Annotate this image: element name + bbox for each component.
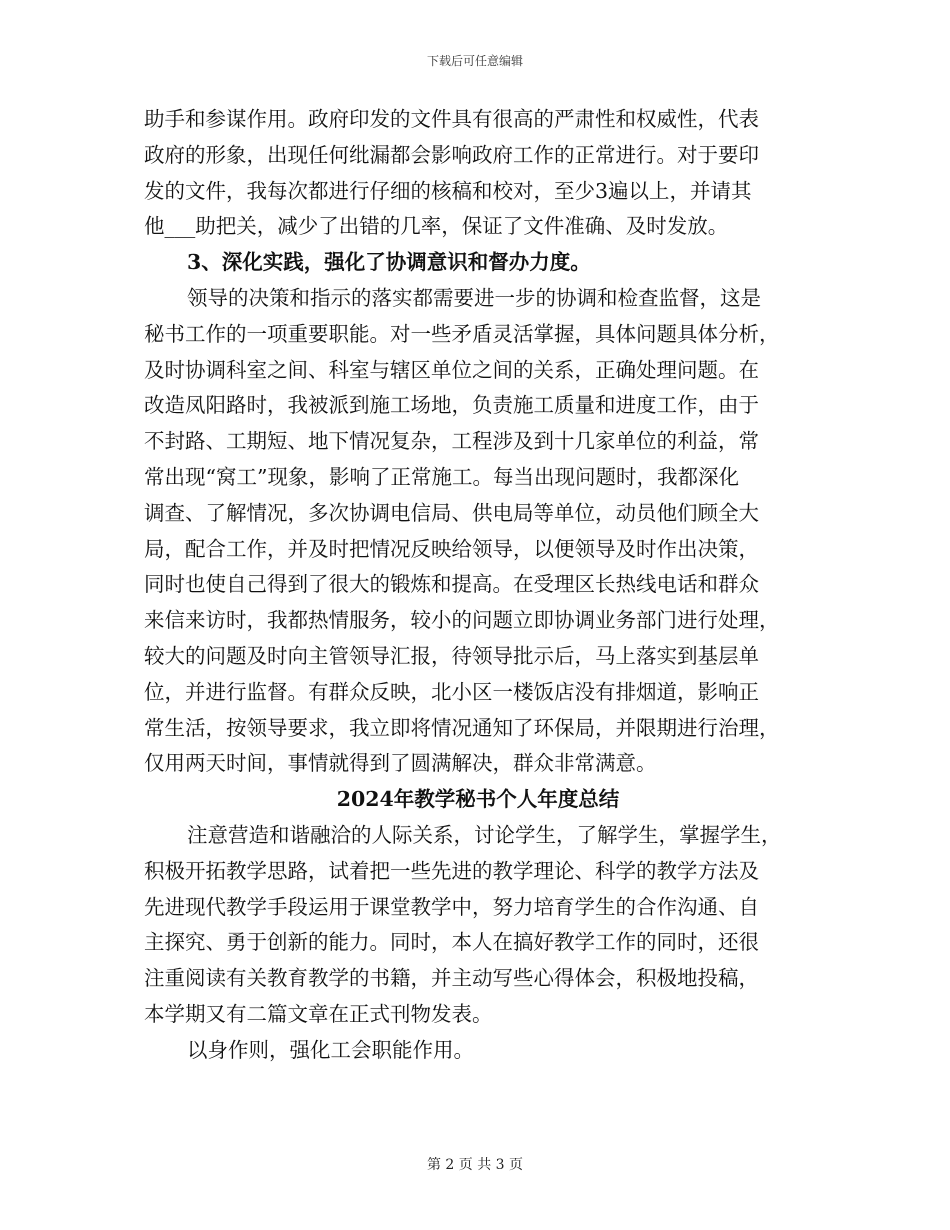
body-line: 仅用两天时间，事情就得到了圆满解决，群众非常满意。	[144, 751, 657, 776]
body-line: 政府的形象，出现任何纰漏都会影响政府工作的正常进行。对于要印	[144, 142, 759, 167]
body-line: 位，并进行监督。有群众反映，北小区一楼饭店没有排烟道，影响正	[144, 679, 759, 704]
body-line: 来信来访时，我都热情服务，较小的问题立即协调业务部门进行处理，	[144, 608, 780, 633]
body-line: 常生活，按领导要求，我立即将情况通知了环保局，并限期进行治理，	[144, 715, 780, 740]
body-line: 同时也使自己得到了很大的锻炼和提高。在受理区长热线电话和群众	[144, 572, 759, 597]
body-line: 本学期又有二篇文章在正式刊物发表。	[144, 1001, 493, 1026]
paragraph-first-line: 以身作则，强化工会职能作用。	[187, 1037, 474, 1062]
body-line: 局，配合工作，并及时把情况反映给领导，以便领导及时作出决策，	[144, 536, 759, 561]
body-line: 常出现“窝工”现象，影响了正常施工。每当出现问题时，我都深化	[144, 464, 739, 489]
body-line: 较大的问题及时向主管领导汇报，待领导批示后，马上落实到基层单	[144, 643, 759, 668]
body-line: 改造凤阳路时，我被派到施工场地，负责施工质量和进度工作，由于	[144, 393, 759, 418]
section-heading: 3、深化实践，强化了协调意识和督办力度。	[187, 250, 591, 275]
body-line: 积极开拓教学思路，试着把一些先进的教学理论、科学的教学方法及	[144, 858, 759, 883]
body-line: 不封路、工期短、地下情况复杂，工程涉及到十几家单位的利益，常	[144, 429, 759, 454]
body-line: 他___助把关，减少了出错的几率，保证了文件准确、及时发放。	[144, 214, 729, 239]
paragraph-first-line: 领导的决策和指示的落实都需要进一步的协调和检查监督，这是	[187, 285, 761, 310]
page-number: 第 2 页 共 3 页	[426, 1157, 524, 1173]
body-line: 调查、了解情况，多次协调电信局、供电局等单位，动员他们顾全大	[144, 500, 759, 525]
body-line: 先进现代教学手段运用于课堂教学中，努力培育学生的合作沟通、自	[144, 894, 759, 919]
body-line: 注重阅读有关教育教学的书籍，并主动写些心得体会，积极地投稿，	[144, 966, 759, 991]
body-line: 主探究、勇于创新的能力。同时，本人在搞好教学工作的同时，还很	[144, 930, 759, 955]
document-title: 2024年教学秘书个人年度总结	[336, 787, 620, 812]
paragraph-first-line: 注意营造和谐融洽的人际关系，讨论学生，了解学生，掌握学生，	[187, 822, 782, 847]
page-header-note: 下载后可任意编辑	[426, 54, 523, 68]
body-line: 秘书工作的一项重要职能。对一些矛盾灵活掌握，具体问题具体分析，	[144, 321, 780, 346]
document-body	[144, 102, 804, 1069]
body-line: 及时协调科室之间、科室与辖区单位之间的关系，正确处理问题。在	[144, 357, 759, 382]
body-line: 发的文件，我每次都进行仔细的核稿和校对，至少3遍以上，并请其	[144, 178, 752, 203]
body-line: 助手和参谋作用。政府印发的文件具有很高的严肃性和权威性，代表	[144, 107, 759, 131]
